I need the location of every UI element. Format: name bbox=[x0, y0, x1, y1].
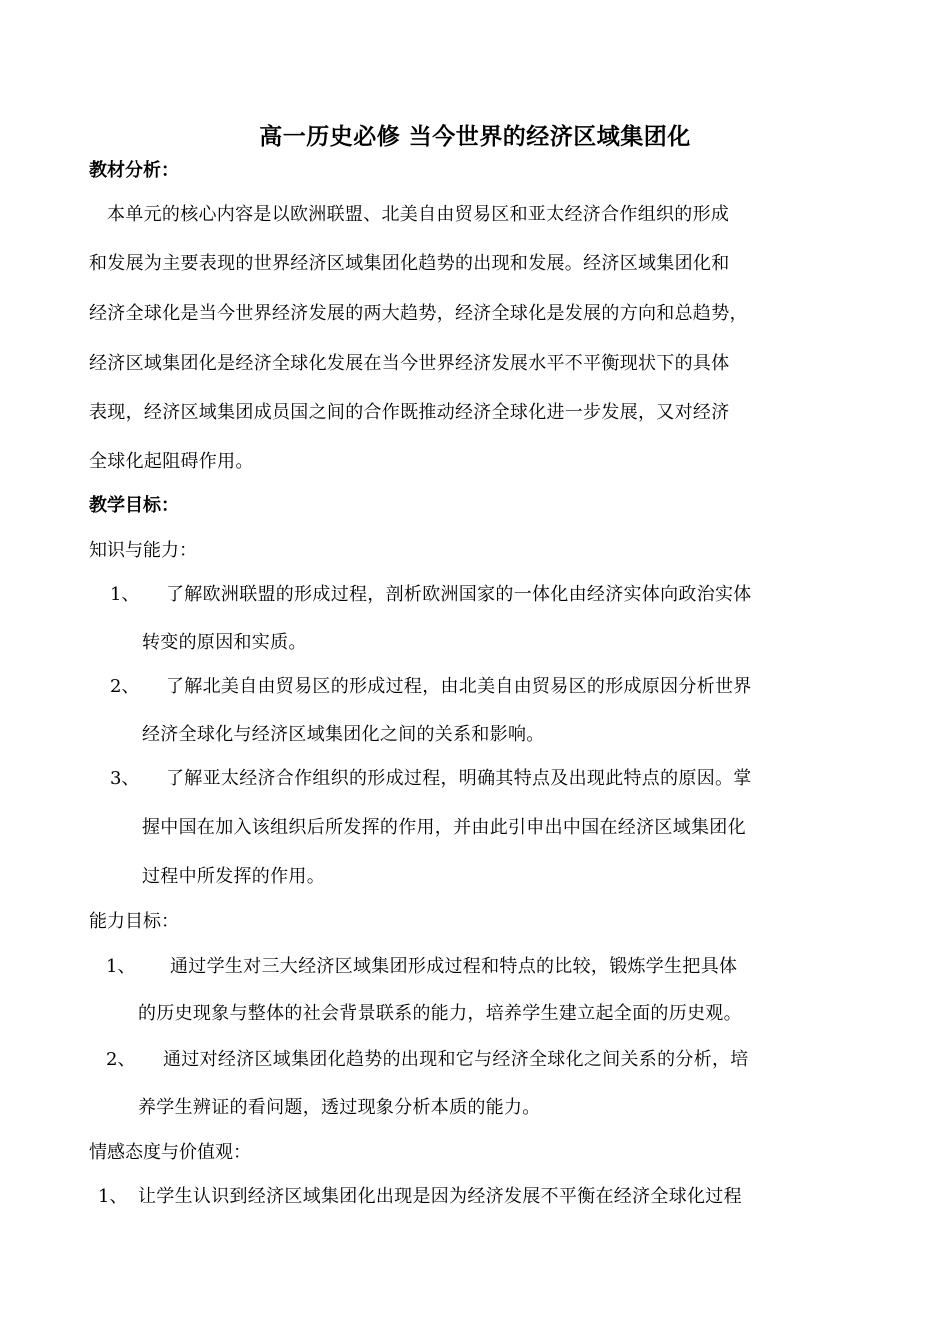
analysis-line-4: 经济区域集团化是经济全球化发展在当今世界经济发展水平不平衡现状下的具体 bbox=[89, 353, 730, 374]
knowledge-heading: 知识与能力： bbox=[89, 540, 197, 561]
emotion-heading: 情感态度与价值观： bbox=[89, 1142, 251, 1163]
knowledge-item-3-line-3: 过程中所发挥的作用。 bbox=[142, 866, 325, 887]
knowledge-item-3-line-1: 了解亚太经济合作组织的形成过程，明确其特点及出现此特点的原因。掌 bbox=[166, 768, 752, 789]
knowledge-item-2-line-1: 了解北美自由贸易区的形成过程，由北美自由贸易区的形成原因分析世界 bbox=[166, 676, 752, 697]
ability-item-1-line-1: 通过学生对三大经济区域集团形成过程和特点的比较，锻炼学生把具体 bbox=[170, 956, 738, 977]
knowledge-item-3-line-2: 握中国在加入该组织后所发挥的作用，并由此引申出中国在经济区域集团化 bbox=[142, 817, 746, 838]
knowledge-item-1-line-1: 了解欧洲联盟的形成过程，剖析欧洲国家的一体化由经济实体向政治实体 bbox=[166, 584, 752, 605]
analysis-line-1: 本单元的核心内容是以欧洲联盟、北美自由贸易区和亚太经济合作组织的形成 bbox=[107, 204, 730, 225]
analysis-line-6: 全球化起阻碍作用。 bbox=[89, 451, 254, 472]
knowledge-item-1-number: 1、 bbox=[110, 584, 140, 605]
analysis-heading: 教材分析： bbox=[89, 160, 179, 181]
analysis-line-5: 表现，经济区域集团成员国之间的合作既推动经济全球化进一步发展，又对经济 bbox=[89, 402, 730, 423]
knowledge-item-1-line-2: 转变的原因和实质。 bbox=[142, 632, 307, 653]
ability-item-2-number: 2、 bbox=[106, 1049, 136, 1070]
ability-item-2-line-1: 通过对经济区域集团化趋势的出现和它与经济全球化之间关系的分析，培 bbox=[163, 1049, 749, 1070]
emotion-item-1-number: 1、 bbox=[98, 1186, 128, 1207]
knowledge-item-2-number: 2、 bbox=[110, 676, 140, 697]
knowledge-item-3-number: 3、 bbox=[110, 768, 140, 789]
analysis-line-3: 经济全球化是当今世界经济发展的两大趋势，经济全球化是发展的方向和总趋势， bbox=[89, 303, 748, 324]
knowledge-item-2-line-2: 经济全球化与经济区域集团化之间的关系和影响。 bbox=[142, 724, 545, 745]
analysis-line-2: 和发展为主要表现的世界经济区域集团化趋势的出现和发展。经济区域集团化和 bbox=[89, 253, 730, 274]
ability-heading: 能力目标： bbox=[89, 911, 179, 932]
ability-item-1-line-2: 的历史现象与整体的社会背景联系的能力，培养学生建立起全面的历史观。 bbox=[138, 1003, 742, 1024]
ability-item-2-line-2: 养学生辨证的看问题，透过现象分析本质的能力。 bbox=[138, 1097, 541, 1118]
goals-heading: 教学目标： bbox=[89, 495, 179, 516]
document-title: 高一历史必修 当今世界的经济区域集团化 bbox=[259, 123, 691, 150]
emotion-item-1-line-1: 让学生认识到经济区域集团化出现是因为经济发展不平衡在经济全球化过程 bbox=[138, 1186, 742, 1207]
ability-item-1-number: 1、 bbox=[106, 956, 136, 977]
